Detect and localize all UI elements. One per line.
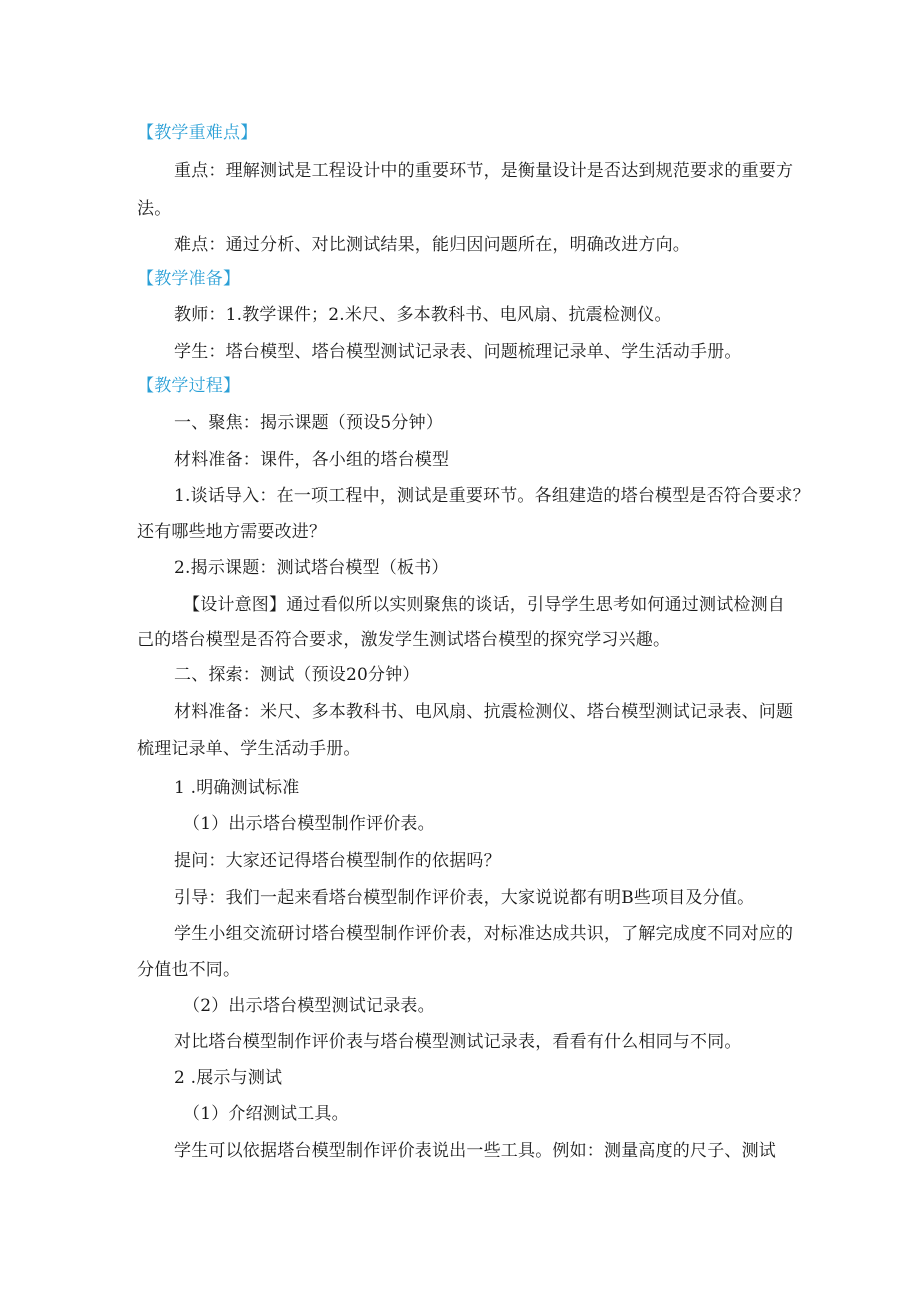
heading-teaching-process: 【教学过程】 — [137, 376, 241, 396]
design-intent-text: 【设计意图】通过看似所以实则聚焦的谈话，引导学生思考如何通过测试检测自 — [183, 595, 785, 615]
part1-step2-text: 2.揭示课题：测试塔台模型（板书） — [174, 558, 449, 578]
design-intent-text-continued: 己的塔台模型是否符合要求，激发学生测试塔台模型的探究学习兴趣。 — [137, 630, 671, 650]
key-point-text: 重点：理解测试是工程设计中的重要环节，是衡量设计是否达到规范要求的重要方 — [174, 161, 794, 181]
student-preparation-text: 学生：塔台模型、塔台模型测试记录表、问题梳理记录单、学生活动手册。 — [174, 342, 742, 362]
part1-materials: 材料准备：课件，各小组的塔台模型 — [174, 450, 450, 470]
tools-text: 学生可以依据塔台模型制作评价表说出一些工具。例如：测量高度的尺子、测试 — [174, 1141, 776, 1161]
key-point-text-continued: 法。 — [137, 199, 172, 219]
part2-materials-continued: 梳理记录单、学生活动手册。 — [137, 739, 361, 759]
compare-text: 对比塔台模型制作评价表与塔台模型测试记录表，看看有什么相同与不同。 — [174, 1032, 742, 1052]
section1-title: 1 .明确测试标准 — [174, 778, 300, 798]
section2-item1: （1）介绍测试工具。 — [183, 1104, 349, 1124]
section2-title: 2 .展示与测试 — [174, 1068, 283, 1088]
question-text: 提问：大家还记得塔台模型制作的依据吗？ — [174, 851, 501, 871]
heading-teaching-difficulty: 【教学重难点】 — [137, 123, 258, 143]
group-discussion-text-continued: 分值也不同。 — [137, 960, 241, 980]
section1-item1: （1）出示塔台模型制作评价表。 — [183, 814, 435, 834]
heading-teaching-preparation: 【教学准备】 — [137, 269, 241, 289]
part1-step1-text: 1.谈话导入：在一项工程中，测试是重要环节。各组建造的塔台模型是否符合要求？ — [174, 486, 810, 506]
part2-materials: 材料准备：米尺、多本教科书、电风扇、抗震检测仪、塔台模型测试记录表、问题 — [174, 702, 794, 722]
part1-title: 一、聚焦：揭示课题（预设5分钟） — [174, 413, 444, 433]
section1-item2: （2）出示塔台模型测试记录表。 — [183, 996, 435, 1016]
part2-title: 二、探索：测试（预设20分钟） — [174, 665, 420, 685]
group-discussion-text: 学生小组交流研讨塔台模型制作评价表，对标准达成共识，了解完成度不同对应的 — [174, 924, 794, 944]
guide-text: 引导：我们一起来看塔台模型制作评价表，大家说说都有明B些项目及分值。 — [174, 888, 755, 908]
teacher-preparation-text: 教师：1.教学课件；2.米尺、多本教科书、电风扇、抗震检测仪。 — [174, 305, 672, 325]
part1-step1-text-continued: 还有哪些地方需要改进？ — [137, 522, 327, 542]
difficult-point-text: 难点：通过分析、对比测试结果，能归因问题所在，明确改进方向。 — [174, 235, 690, 255]
